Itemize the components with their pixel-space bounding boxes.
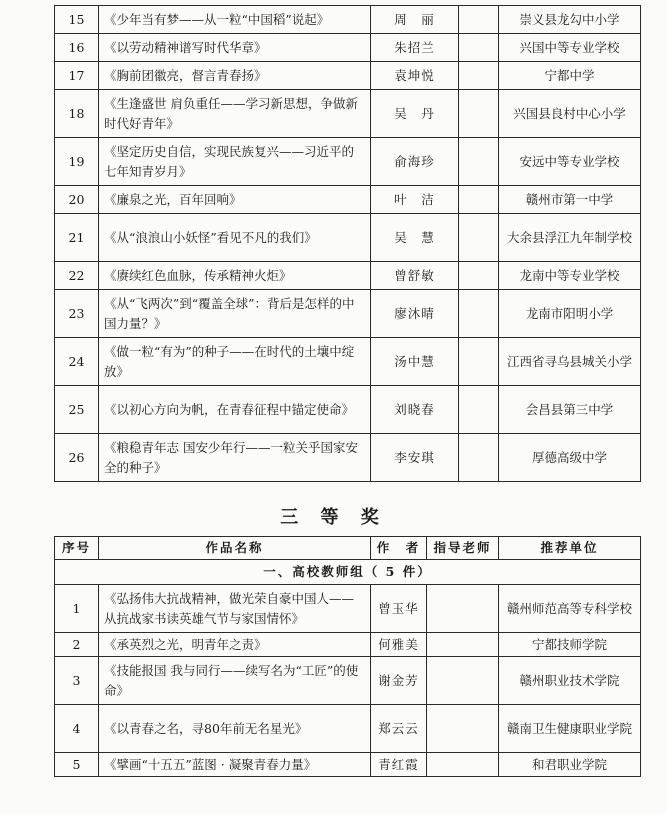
recommending-unit: 江西省寻乌县城关小学 [499,338,641,386]
recommending-unit: 崇义县龙勾中小学 [499,6,641,34]
row-number: 23 [55,290,99,338]
advisor-name [459,434,499,482]
row-number: 15 [55,6,99,34]
work-title: 《胸前团徽亮，督言青春扬》 [99,62,371,90]
advisor-name [459,214,499,262]
row-number: 20 [55,186,99,214]
table-row [55,338,641,386]
table-row [55,138,641,186]
recommending-unit: 厚德高级中学 [499,434,641,482]
row-number: 5 [55,753,99,777]
table-row [55,262,641,290]
advisor-name [427,657,499,705]
table-row [55,705,641,753]
work-title: 《从“飞两次”到“覆盖全球”：背后是怎样的中国力量？》 [99,290,371,338]
row-number: 24 [55,338,99,386]
advisor-name [459,338,499,386]
work-title: 《做一粒“有为”的种子——在时代的土壤中绽放》 [99,338,371,386]
work-title: 《生逢盛世 肩负重任——学习新思想，争做新时代好青年》 [99,90,371,138]
table-row [55,62,641,90]
table-row [55,633,641,657]
advisor-name [459,138,499,186]
row-number: 25 [55,386,99,434]
recommending-unit: 会昌县第三中学 [499,386,641,434]
author-name: 谢金芳 [371,657,427,705]
table-row [55,585,641,633]
advisor-name [459,386,499,434]
recommending-unit: 赣南卫生健康职业学院 [499,705,641,753]
author-name: 青红霞 [371,753,427,777]
work-title: 《技能报国 我与同行——续写名为“工匠”的使命》 [99,657,371,705]
table-row [55,290,641,338]
recommending-unit: 兴国中等专业学校 [499,34,641,62]
author-name: 刘晓春 [371,386,459,434]
advisor-name [427,705,499,753]
group-row [55,560,641,585]
author-name: 汤中慧 [371,338,459,386]
row-number: 26 [55,434,99,482]
recommending-unit: 宁都中学 [499,62,641,90]
table-row [55,214,641,262]
recommending-unit: 宁都技师学院 [499,633,641,657]
recommending-unit: 大余县浮江九年制学校 [499,214,641,262]
table-row [55,90,641,138]
work-title: 《以劳动精神谱写时代华章》 [99,34,371,62]
advisor-name [459,262,499,290]
recommending-unit: 赣州师范高等专科学校 [499,585,641,633]
recommending-unit: 龙南中等专业学校 [499,262,641,290]
recommending-unit: 龙南市阳明小学 [499,290,641,338]
row-number: 19 [55,138,99,186]
recommending-unit: 赣州职业技术学院 [499,657,641,705]
author-name: 朱招兰 [371,34,459,62]
row-number: 16 [55,34,99,62]
advisor-name [459,6,499,34]
header-no: 序号 [55,537,99,560]
recommending-unit: 赣州市第一中学 [499,186,641,214]
recommending-unit: 兴国县良村中心小学 [499,90,641,138]
work-title: 《擘画“十五五”蓝图 · 凝聚青春力量》 [99,753,371,777]
work-title: 《弘扬伟大抗战精神，做光荣自豪中国人——从抗战家书读英雄气节与家国情怀》 [99,585,371,633]
award-table-continued [54,5,641,482]
work-title: 《坚定历史自信，实现民族复兴——习近平的七年知青岁月》 [99,138,371,186]
section-title: 三 等 奖 [280,507,387,528]
header-unit: 推荐单位 [499,537,641,560]
advisor-name [459,290,499,338]
advisor-name [427,633,499,657]
table-row [55,186,641,214]
work-title: 《以初心方向为帆，在青春征程中锚定使命》 [99,386,371,434]
table-row [55,34,641,62]
author-name: 李安琪 [371,434,459,482]
author-name: 吴 慧 [371,214,459,262]
work-title: 《廉泉之光，百年回响》 [99,186,371,214]
table-row [55,434,641,482]
work-title: 《粮稳青年志 国安少年行——一粒关乎国家安全的种子》 [99,434,371,482]
advisor-name [459,90,499,138]
author-name: 曾玉华 [371,585,427,633]
advisor-name [459,62,499,90]
group-title: 一、高校教师组（ 5 件） [55,560,641,585]
author-name: 袁坤悦 [371,62,459,90]
row-number: 17 [55,62,99,90]
advisor-name [459,34,499,62]
author-name: 俞海珍 [371,138,459,186]
author-name: 郑云云 [371,705,427,753]
row-number: 21 [55,214,99,262]
row-number: 1 [55,585,99,633]
author-name: 何雅美 [371,633,427,657]
table-row [55,6,641,34]
table-row [55,657,641,705]
author-name: 曾舒敏 [371,262,459,290]
work-title: 《以青春之名，寻80年前无名星光》 [99,705,371,753]
work-title: 《从“浪浪山小妖怪”看见不凡的我们》 [99,214,371,262]
third-prize-table [54,536,641,777]
header-title: 作品名称 [99,537,371,560]
row-number: 2 [55,633,99,657]
advisor-name [427,585,499,633]
header-row [55,537,641,560]
row-number: 22 [55,262,99,290]
row-number: 4 [55,705,99,753]
author-name: 吴 丹 [371,90,459,138]
advisor-name [459,186,499,214]
header-author: 作 者 [371,537,427,560]
work-title: 《赓续红色血脉，传承精神火炬》 [99,262,371,290]
author-name: 廖沐晴 [371,290,459,338]
author-name: 叶 洁 [371,186,459,214]
row-number: 18 [55,90,99,138]
third-prize-table-body [55,585,641,777]
work-title: 《少年当有梦——从一粒“中国稻”说起》 [99,6,371,34]
award-table-body [55,6,641,482]
table-row [55,386,641,434]
work-title: 《承英烈之光，明青年之责》 [99,633,371,657]
advisor-name [427,753,499,777]
table-row [55,753,641,777]
recommending-unit: 和君职业学院 [499,753,641,777]
row-number: 3 [55,657,99,705]
header-teacher: 指导老师 [427,537,499,560]
recommending-unit: 安远中等专业学校 [499,138,641,186]
author-name: 周 丽 [371,6,459,34]
